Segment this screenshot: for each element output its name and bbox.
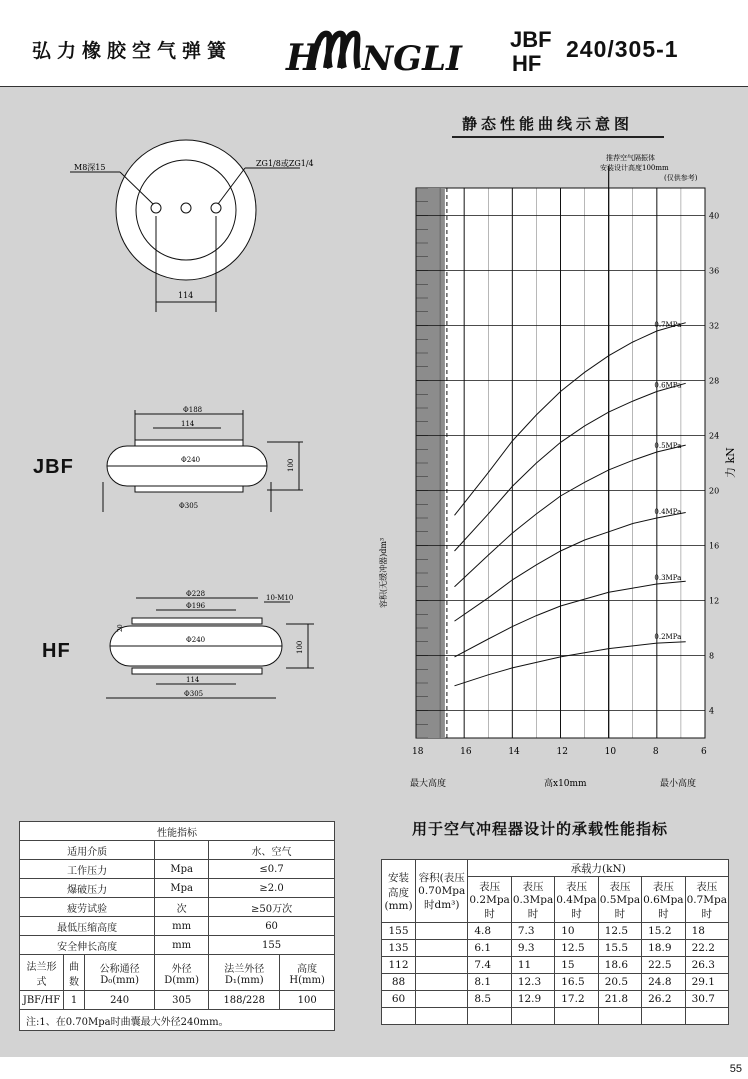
perf-row: 安全伸长高度 mm 155 [20, 936, 335, 955]
x-tick-label: 18 [412, 747, 424, 757]
load-row: 135 6.1 9.3 12.5 15.5 18.9 22.2 [382, 940, 729, 957]
load-row: 88 8.1 12.3 16.5 20.5 24.8 29.1 [382, 974, 729, 991]
perf-row: 最低压缩高度 mm 60 [20, 917, 335, 936]
y-tick-label: 4 [709, 706, 715, 716]
perf-note: 注:1、在0.70Mpa时曲囊最大外径240mm。 [20, 1010, 335, 1031]
port-label: ZG1/8或ZG1/4 [256, 159, 314, 168]
jbf-drawing [95, 402, 315, 512]
hf-h100: 100 [296, 640, 304, 654]
x-tick-label: 10 [604, 747, 617, 757]
perf-row: 爆破压力 Mpa ≥2.0 [20, 879, 335, 898]
y-tick-label: 40 [709, 211, 720, 221]
series-label: 0.2MPa [654, 633, 682, 642]
load-h-height: 安装高度(mm) [382, 860, 416, 923]
series-label: 0.4MPa [654, 508, 682, 516]
model-hf: HF [512, 51, 542, 76]
y-tick-label: 12 [709, 596, 720, 606]
jbf-h100: 100 [287, 458, 295, 472]
hf-d196: Φ196 [186, 602, 206, 610]
x-tick-label: 16 [460, 747, 472, 757]
series-label: 0.7MPa [654, 321, 682, 329]
perf-medium-value: 水、空气 [209, 841, 335, 860]
y-tick-label: 32 [709, 321, 720, 331]
recommend-line-2: 安装设计高度100mm [600, 164, 669, 172]
reference-note: (仅供参考) [664, 174, 698, 182]
y-tick-label: 24 [709, 431, 720, 441]
series-label: 0.3MPa [654, 574, 682, 582]
perf-medium-label: 适用介质 [20, 841, 155, 860]
hole-label: M8深15 [74, 163, 106, 172]
hf-d114: 114 [186, 676, 200, 684]
hf-d228: Φ228 [186, 590, 206, 598]
load-row: 155 4.8 7.3 10 12.5 15.2 18 [382, 923, 729, 940]
load-table-title: 用于空气冲程器设计的承载性能指标 [412, 820, 669, 838]
jbf-label: JBF [33, 456, 74, 478]
hf-side: 20 [117, 624, 124, 632]
hf-d305: Φ305 [184, 690, 204, 698]
page-header [0, 0, 748, 87]
perf-row: 工作压力 Mpa ≤0.7 [20, 860, 335, 879]
hf-bolts: 10-M10 [266, 594, 294, 602]
series-label: 0.6MPa [654, 381, 682, 390]
bottom-right-label: 最小高度 [660, 779, 697, 789]
perf-subvalue-row: JBF/HF 1 240 305 188/228 100 [20, 991, 335, 1010]
chart-title: 静态性能曲线示意图 [462, 115, 634, 133]
static-performance-chart [370, 148, 740, 798]
load-h-volume: 容积(表压0.70Mpa时dm³) [416, 860, 468, 923]
svg-text:NGLI: NGLI [362, 39, 462, 79]
performance-table [19, 821, 335, 1031]
y-tick-label: 16 [709, 541, 720, 551]
hf-d240: Φ240 [186, 636, 206, 644]
y-tick-label: 28 [709, 376, 720, 386]
jbf-d305: Φ305 [179, 502, 199, 510]
x-tick-label: 6 [701, 747, 707, 757]
hf-label: HF [42, 640, 71, 662]
perf-title: 性能指标 [20, 822, 335, 841]
chart-title-underline [452, 136, 664, 138]
x-tick-label: 14 [508, 747, 520, 757]
y-tick-label: 20 [709, 486, 720, 496]
top-view-drawing [60, 130, 360, 320]
left-axis-label: 容积(无缓冲器)dm³ [379, 537, 388, 608]
perf-medium-unit [155, 841, 209, 860]
hf-drawing [100, 588, 320, 708]
load-row: 60 8.5 12.9 17.2 21.8 26.2 30.7 [382, 991, 729, 1008]
load-row: 112 7.4 11 15 18.6 22.5 26.3 [382, 957, 729, 974]
model-jbf: JBF [510, 27, 552, 52]
bottom-left-label: 最大高度 [410, 779, 447, 789]
product-code: 240/305-1 [566, 36, 679, 62]
dim-114: 114 [178, 291, 194, 300]
perf-row: 疲劳试验 次 ≥50万次 [20, 898, 335, 917]
load-table: 安装高度(mm) 容积(表压0.70Mpa时dm³) 承载力(kN) 表压0.2Mpa时 表压0.3Mpa时 表压0.4Mpa时 表压0.5Mpa时 表压0.6Mpa时 表压0.7Mpa时 155 4.8 7.3 10 12.5 15.2 18 135 6.1 9.3 12.5 15.5 18.9 22.2 112 7.4 11 15 18.6 22.5 26.3 88 8.1 12.3 16.5 20.5 24.8 29.1 60 8.5 12.9 17.2 21.8 26.2 30.7 [381, 859, 729, 1025]
x-tick-label: 12 [556, 747, 568, 757]
perf-subheader-row: 法兰形式 曲数 公称通径 D₀(mm) 外径 D(mm) 法兰外径 D₁(mm) 高度 H(mm) [20, 955, 335, 991]
jbf-d240: Φ240 [181, 456, 201, 464]
svg-text:H: H [286, 37, 321, 79]
right-axis-label: 力 kN [724, 447, 737, 478]
jbf-d188: Φ188 [183, 406, 203, 414]
y-tick-label: 36 [709, 266, 720, 276]
recommend-line-1: 推荐空气隔振体 [606, 154, 655, 162]
x-tick-label: 8 [652, 747, 659, 757]
series-label: 0.5MPa [654, 442, 682, 450]
hongli-logo [282, 22, 472, 80]
company-name: 弘力橡胶空气弹簧 [32, 40, 233, 62]
y-tick-label: 8 [709, 651, 715, 661]
jbf-d114: 114 [181, 420, 195, 428]
bottom-mid-label: 高x10mm [544, 779, 587, 789]
page-number: 55 [729, 1063, 742, 1075]
load-h-load: 承载力(kN) [468, 860, 729, 877]
